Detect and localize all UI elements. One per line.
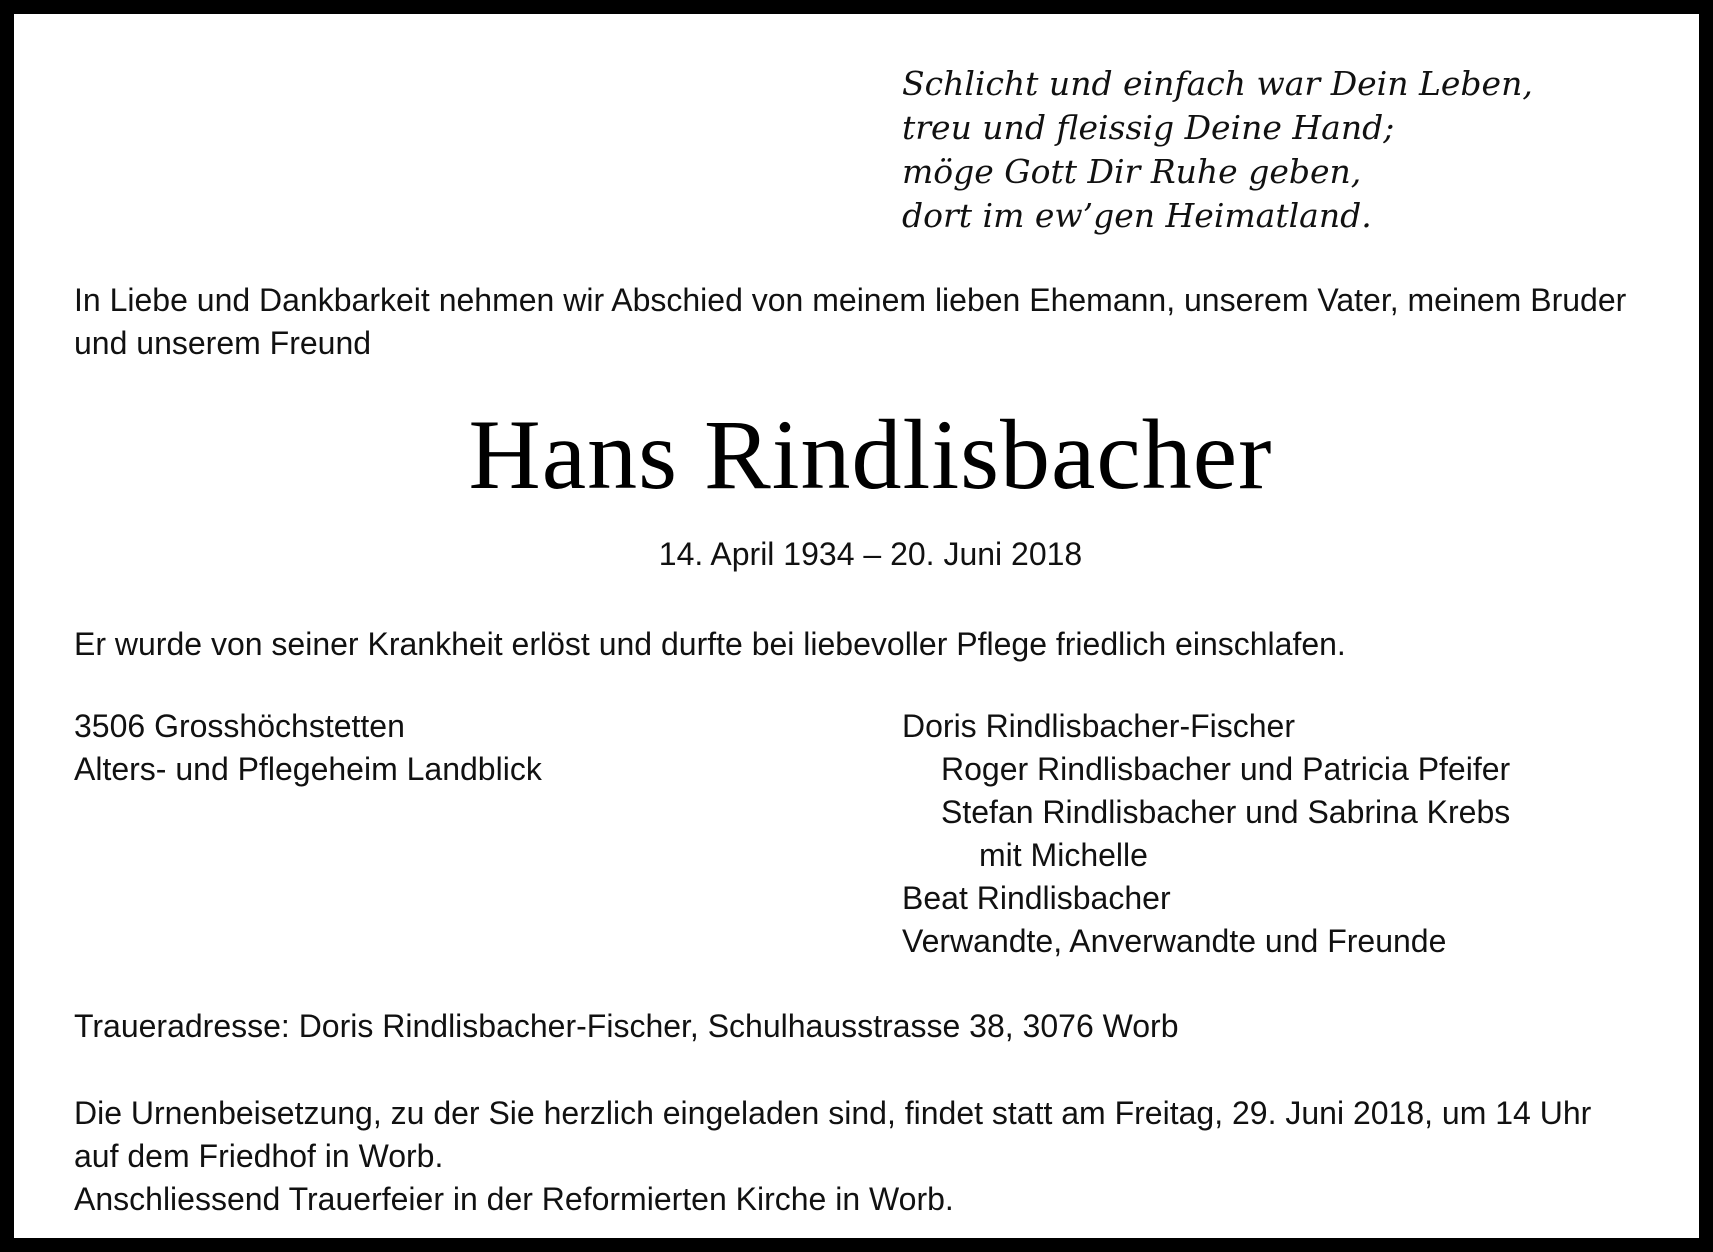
mourner-line: Roger Rindlisbacher und Patricia Pfeifer [941,751,1511,787]
intro-line: In Liebe und Dankbarkeit nehmen wir Abschied von meinem lieben Ehemann, unserem Vater, meinem Bruder [74,282,1627,318]
mourner-line: Verwandte, Anverwandte und Freunde [902,923,1447,959]
ceremony-details [74,1092,1591,1221]
mourner-line: Stefan Rindlisbacher und Sabrina Krebs [941,794,1511,830]
ceremony-line: Anschliessend Trauerfeier in der Reformierten Kirche in Worb. [74,1181,954,1217]
condolence-address: Traueradresse: Doris Rindlisbacher-Fischer, Schulhausstrasse 38, 3076 Worb [74,1008,1179,1044]
address-line: Alters- und Pflegeheim Landblick [74,751,542,787]
ceremony-line: auf dem Friedhof in Worb. [74,1138,444,1174]
mourner-line: mit Michelle [979,837,1148,873]
life-dates: 14. April 1934 – 20. Juni 2018 [658,536,1083,572]
poem-line: dort im ew’gen Heimatland. [902,196,1372,235]
mourner-line: Beat Rindlisbacher [902,880,1171,916]
memorial-poem [902,62,1533,238]
intro-line: und unserem Freund [74,325,372,361]
deceased-name: Hans Rindlisbacher [468,399,1273,510]
poem-line: treu und fleissig Deine Hand; [902,108,1395,147]
address-line: 3506 Grosshöchstetten [74,708,405,744]
farewell-intro [74,279,1674,365]
poem-line: möge Gott Dir Ruhe geben, [902,152,1362,191]
passing-statement: Er wurde von seiner Krankheit erlöst und durfte bei liebevoller Pflege friedlich einschlafen. [74,626,1346,662]
ceremony-line: Die Urnenbeisetzung, zu der Sie herzlich eingeladen sind, findet statt am Freitag, 29. Juni 2018, um 14 Uhr [74,1095,1592,1131]
poem-line: Schlicht und einfach war Dein Leben, [902,64,1533,103]
mourner-line: Doris Rindlisbacher-Fischer [902,708,1295,744]
mourners-list [902,705,1510,963]
residence-address [74,705,542,791]
